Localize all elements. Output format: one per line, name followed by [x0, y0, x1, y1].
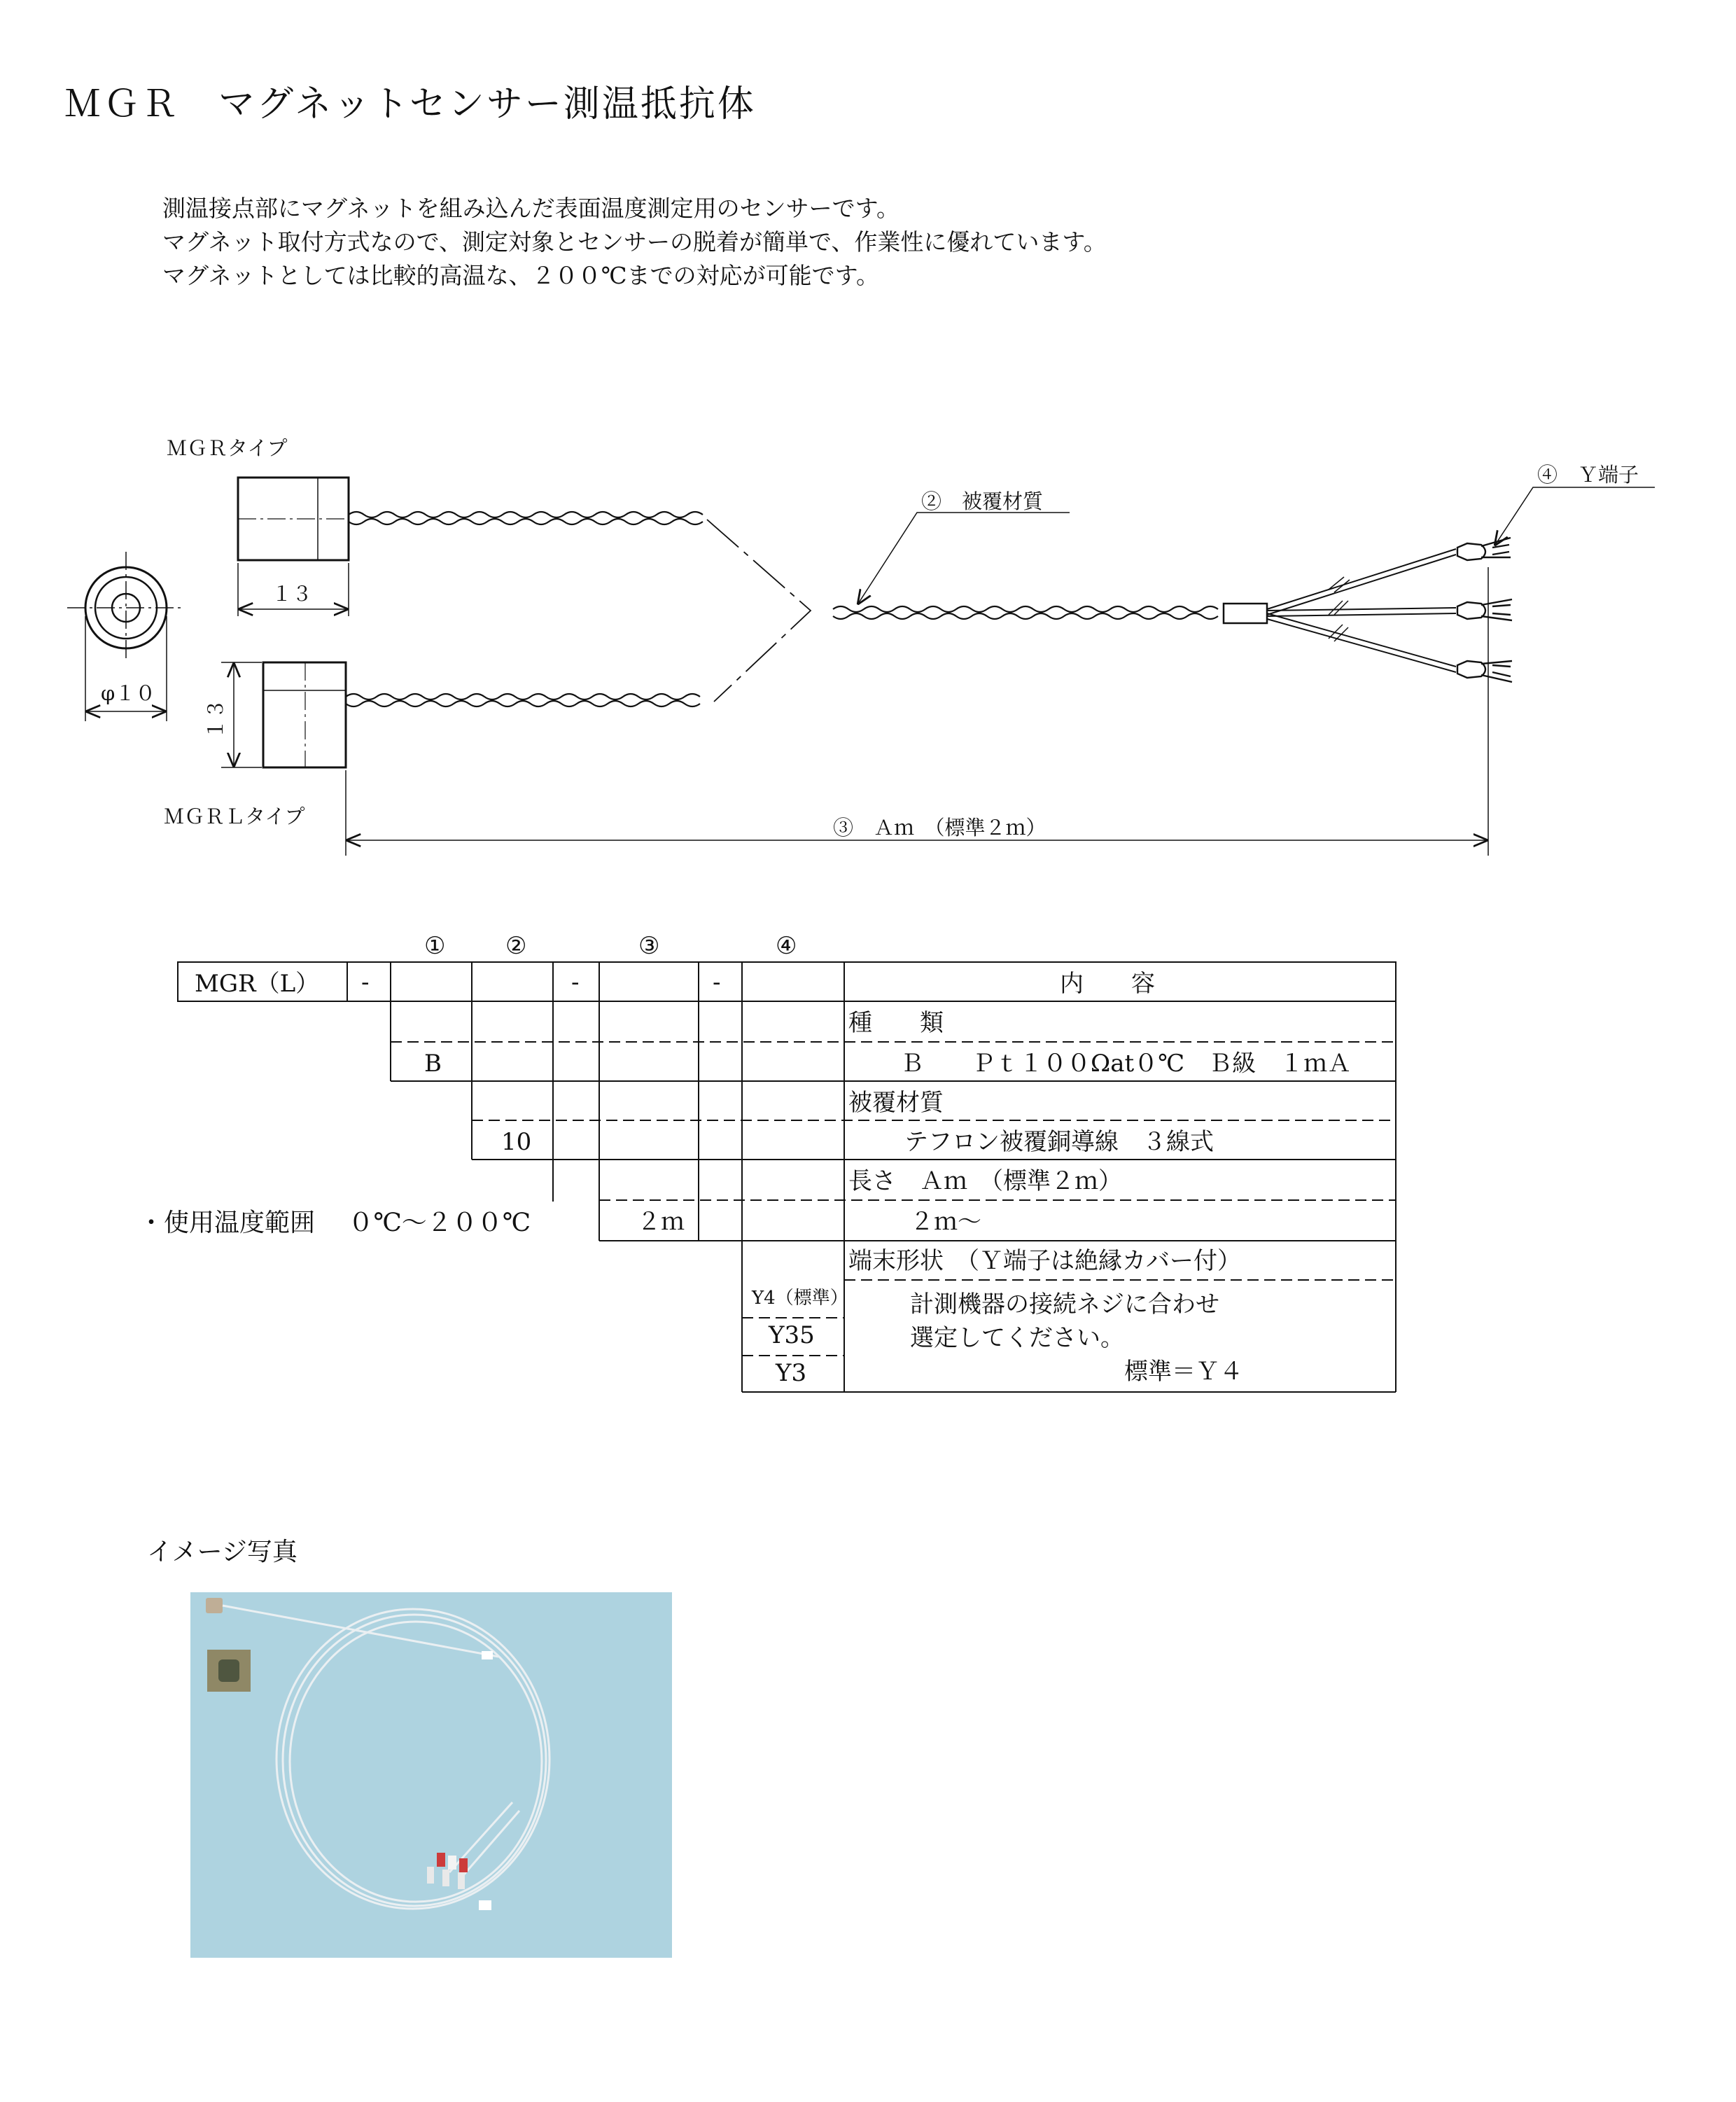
description-line-3: マグネットとしては比較的高温な、２００℃までの対応が可能です。 [162, 262, 879, 289]
mgrl-body [221, 662, 346, 767]
model-code: MGR（L） [195, 970, 320, 998]
separator-3: - [713, 968, 721, 996]
callout-terminal-label: ④ Ｙ端子 [1537, 463, 1639, 487]
callout-coating-label: ② 被覆材質 [921, 489, 1044, 513]
break-lines [707, 520, 811, 702]
cable-top [349, 512, 703, 524]
callout-length-label: ③ Ａｍ （標準２ｍ） [833, 816, 1046, 840]
cable-bottom [346, 694, 700, 707]
terminal-label: 端末形状 （Ｙ端子は絶縁カバー付） [848, 1247, 1241, 1275]
content-header: 内 容 [1060, 970, 1155, 998]
terminal-description-2: 選定してください。 [910, 1324, 1124, 1352]
col-number-3: ③ [638, 932, 660, 960]
col-number-4: ④ [776, 932, 797, 960]
sensor-drawing [0, 0, 1736, 910]
wire-leads [1267, 549, 1456, 672]
y-terminals [1457, 538, 1512, 682]
terminal-description-3: 標準＝Ｙ４ [1124, 1358, 1243, 1386]
cable-sleeve [1224, 604, 1267, 623]
length-description: ２ｍ～ [910, 1208, 981, 1236]
type-label: 種 類 [848, 1009, 944, 1037]
col-number-1: ① [424, 932, 446, 960]
photo-label: イメージ写真 [147, 1538, 298, 1566]
length-code: ２ｍ [637, 1208, 685, 1236]
type-mgrl-label: ＭＧＲＬタイプ [164, 805, 305, 828]
length-label: 長さ Ａｍ （標準２ｍ） [848, 1167, 1122, 1195]
type-description: Ｂ Ｐｔ１００Ωat０℃ Ｂ級 １ｍＡ [900, 1050, 1352, 1078]
dim-height-label: １３ [204, 698, 227, 739]
description-line-2: マグネット取付方式なので、測定対象とセンサーの脱着が簡単で、作業性に優れています。 [162, 228, 1107, 256]
type-mgr-label: ＭＧＲタイプ [167, 436, 288, 460]
separator-2: - [571, 968, 580, 996]
cable-main [833, 606, 1218, 619]
page-title: ＭＧＲ マグネットセンサー測温抵抗体 [64, 83, 756, 125]
type-code: B [424, 1050, 442, 1078]
product-photo [190, 1592, 672, 1958]
terminal-code-y3: Y3 [776, 1359, 807, 1387]
temperature-range: ・使用温度範囲 ０℃～２００℃ [139, 1209, 531, 1237]
description-line-1: 測温接点部にマグネットを組み込んだ表面温度測定用のセンサーです。 [162, 195, 900, 222]
dim-width-label: １３ [272, 582, 313, 606]
terminal-code-y4: Y4（標準） [752, 1288, 848, 1309]
coating-code: 10 [501, 1128, 532, 1156]
terminal-description-1: 計測機器の接続ネジに合わせ [910, 1290, 1219, 1318]
coating-label: 被覆材質 [848, 1089, 944, 1117]
dim-diameter-label: φ１０ [101, 681, 156, 705]
terminal-code-y35: Y35 [769, 1321, 815, 1349]
separator-1: - [361, 968, 370, 996]
col-number-2: ② [505, 932, 527, 960]
coating-description: テフロン被覆銅導線 ３線式 [904, 1128, 1214, 1156]
